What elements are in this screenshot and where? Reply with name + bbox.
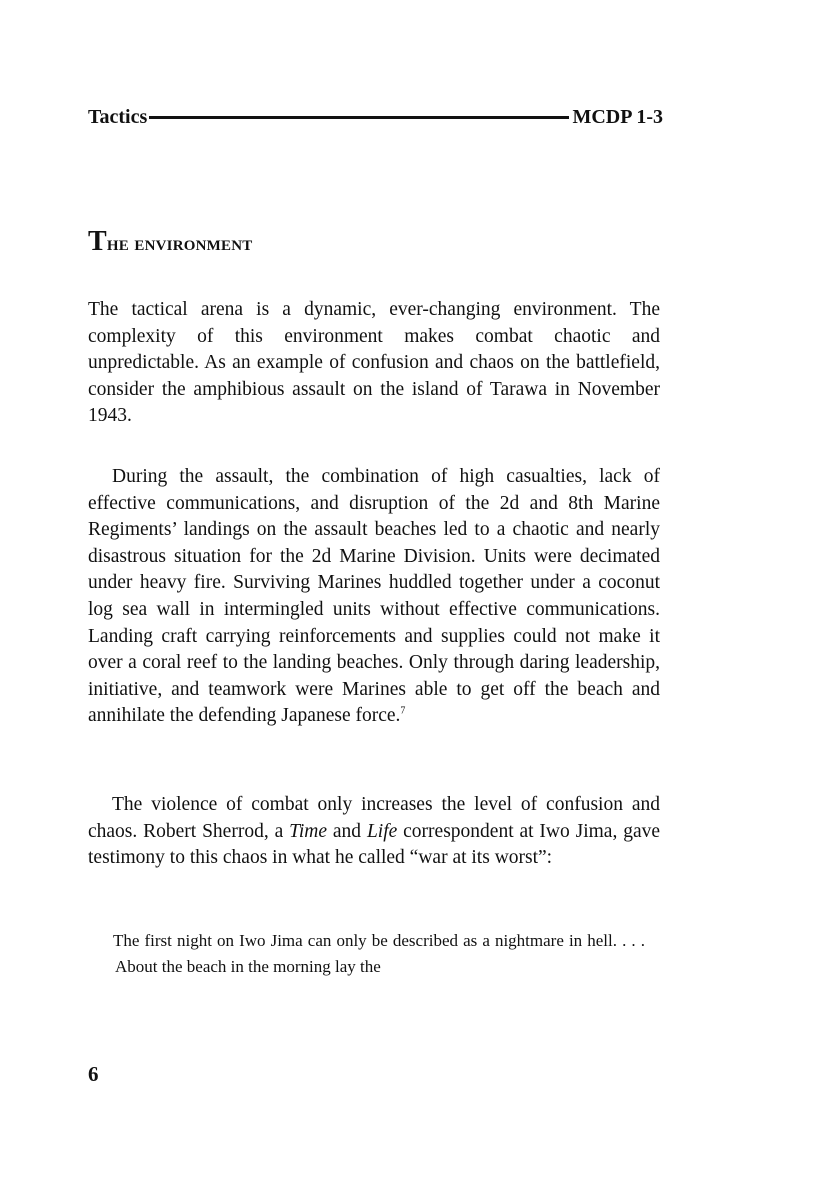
header-publication-id: MCDP 1-3 [572, 105, 663, 128]
paragraph-2 [88, 464, 660, 730]
publication-name-life: Life [366, 820, 398, 842]
page-number: 6 [88, 1062, 99, 1086]
paragraph-3-text-b: and [327, 820, 367, 842]
section-title [88, 226, 252, 258]
paragraph-2-text: During the assault, the combination of high casualties, lack of effective communications, and disruption of the 2d and 8th Marine Regiments’ landings on the assault beaches led to a chaotic and nearly disastrous situation for the 2d Marine Division. Units were decimated under heavy fire. Surviving Marines huddled together under a coconut log sea wall in intermingled units without effective communications. Landing craft carrying reinforcements and supplies could not make it over a coral reef to the landing beaches. Only through daring leadership, initiative, and teamwork were Marines able to get off the beach and annihilate the defending Japanese force. [88, 466, 660, 727]
publication-name-time: Time [289, 820, 328, 842]
section-title-rest: he environment [106, 231, 253, 255]
block-quote: The first night on Iwo Jima can only be described as a nightmare in hell. . . . About the beach in the morning lay the [113, 931, 645, 976]
section-title-initial: T [88, 226, 107, 257]
header-book-section: Tactics [88, 105, 148, 128]
footnote-reference: 7 [400, 705, 406, 717]
running-header [88, 103, 663, 131]
paragraph-3-text-c: correspondent at Iwo Jima, gave testimony to this chaos in what he called “war at its worst”: [88, 820, 660, 869]
header-rule [149, 116, 569, 119]
paragraph-1: The tactical arena is a dynamic, ever-changing environment. The complexity of this environment makes combat chaotic and unpredictable. As an example of confusion and chaos on the battlefield, consider the amphibious assault on the island of Tarawa in November 1943. [88, 299, 660, 427]
paragraph-3 [88, 792, 660, 872]
paragraph-3-text-a: The violence of combat only increases the level of confusion and chaos. Robert Sherrod, a [88, 794, 660, 842]
